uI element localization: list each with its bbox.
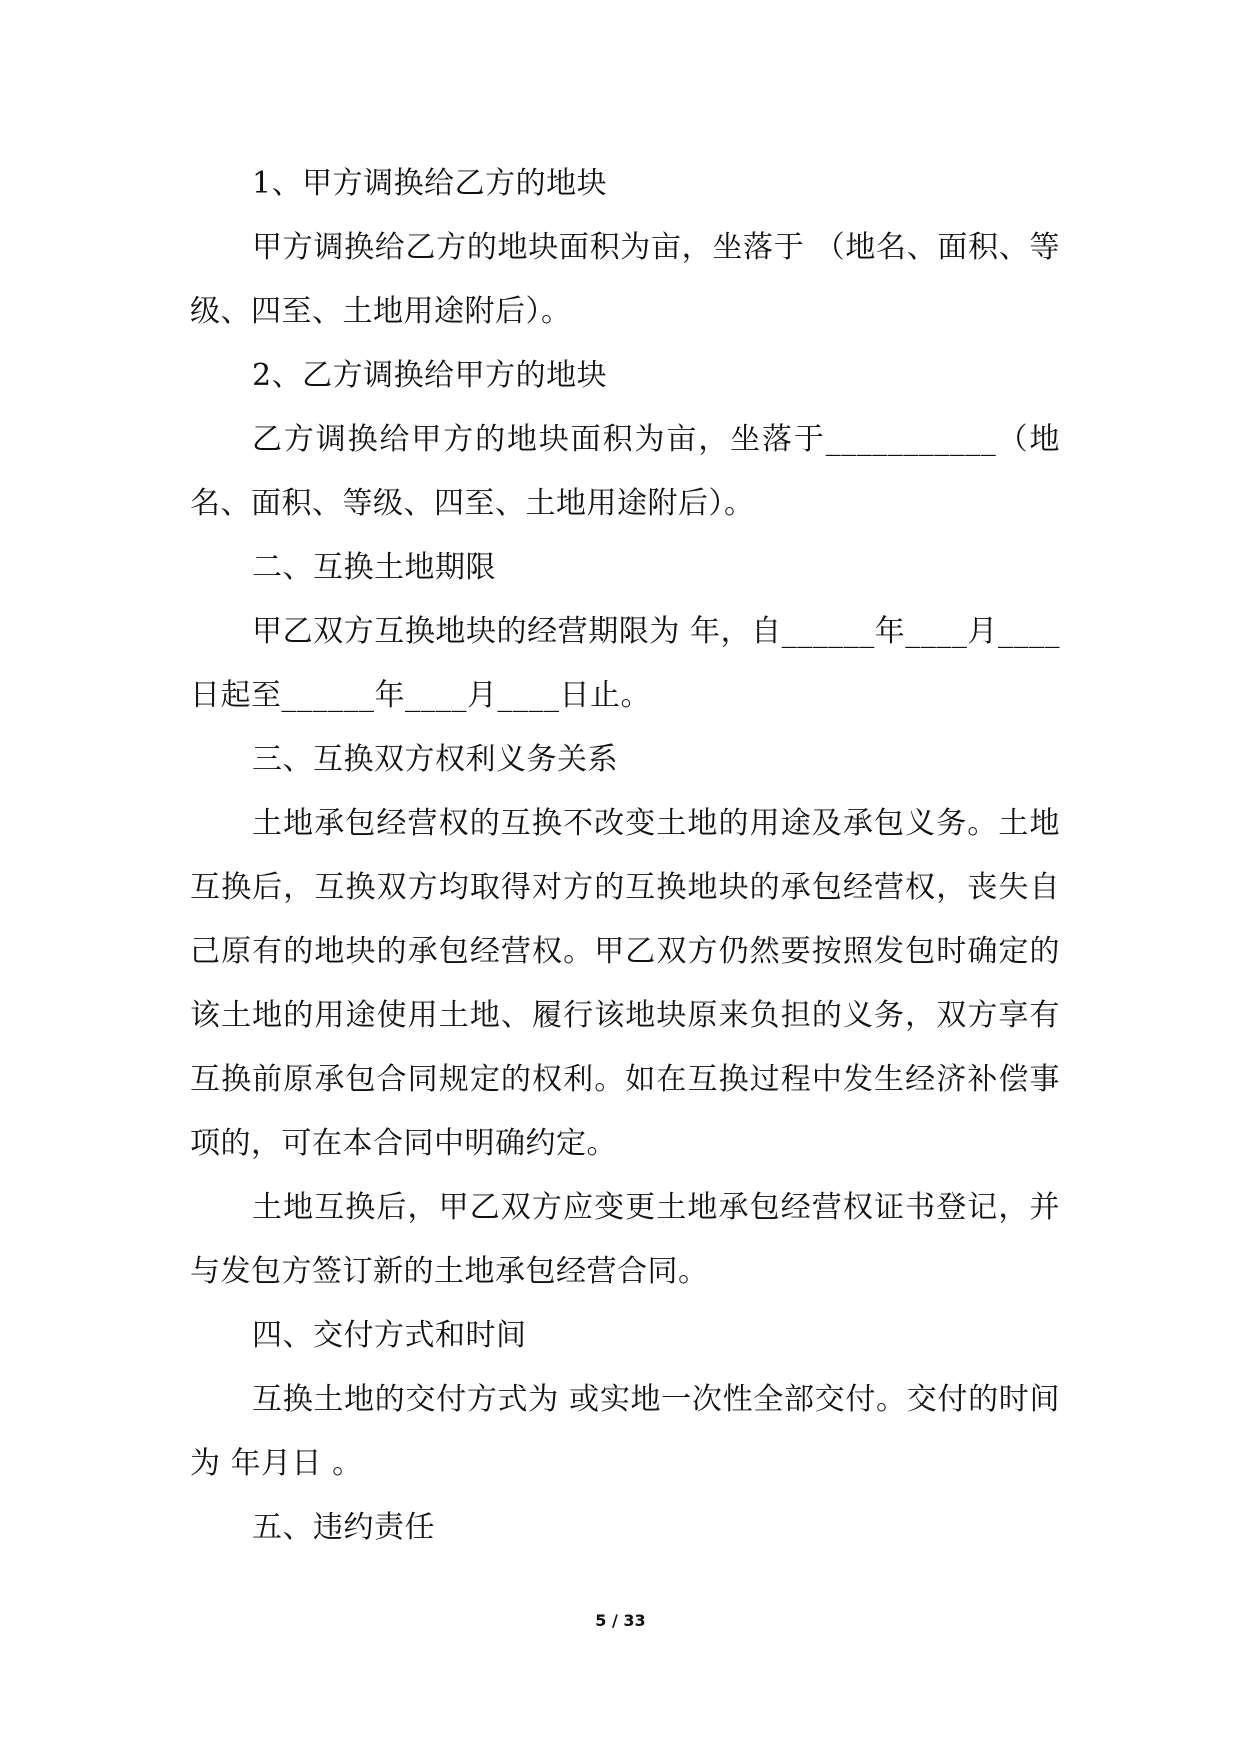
section-4-text: 互换土地的交付方式为 或实地一次性全部交付。交付的时间为 年月日 。 xyxy=(190,1382,1060,1481)
clause-2-heading: 2、乙方调换给甲方的地块 xyxy=(252,358,608,393)
section-2-text: 甲乙双方互换地块的经营期限为 年，自______年____月____日起至______年____月____日止。 xyxy=(190,614,1060,713)
section-2-heading: 二、互换土地期限 xyxy=(252,550,496,585)
section-3-text-2: 土地互换后，甲乙双方应变更土地承包经营权证书登记，并与发包方签订新的土地承包经营合同。 xyxy=(190,1190,1060,1289)
section-3-text-1: 土地承包经营权的互换不改变土地的用途及承包义务。土地互换后，互换双方均取得对方的互换地块的承包经营权，丧失自己原有的地块的承包经营权。甲乙双方仍然要按照发包时确定的该土地的用途使用土地、履行该地块原来负担的义务，双方享有互换前原承包合同规定的权利。如在互换过程中发生经济补偿事项的，可在本合同中明确约定。 xyxy=(190,806,1060,1161)
clause-2-text: 乙方调换给甲方的地块面积为亩，坐落于___________（地名、面积、等级、四至、土地用途附后）。 xyxy=(190,422,1060,521)
document-body xyxy=(190,152,1060,1560)
page-number: 5 / 33 xyxy=(595,1611,646,1630)
section-4-heading: 四、交付方式和时间 xyxy=(252,1318,527,1353)
section-5-heading: 五、违约责任 xyxy=(252,1510,435,1545)
section-3-heading: 三、互换双方权利义务关系 xyxy=(252,742,618,777)
clause-1-text: 甲方调换给乙方的地块面积为亩，坐落于 （地名、面积、等级、四至、土地用途附后）。 xyxy=(190,230,1060,329)
clause-1-heading: 1、甲方调换给乙方的地块 xyxy=(252,166,608,201)
